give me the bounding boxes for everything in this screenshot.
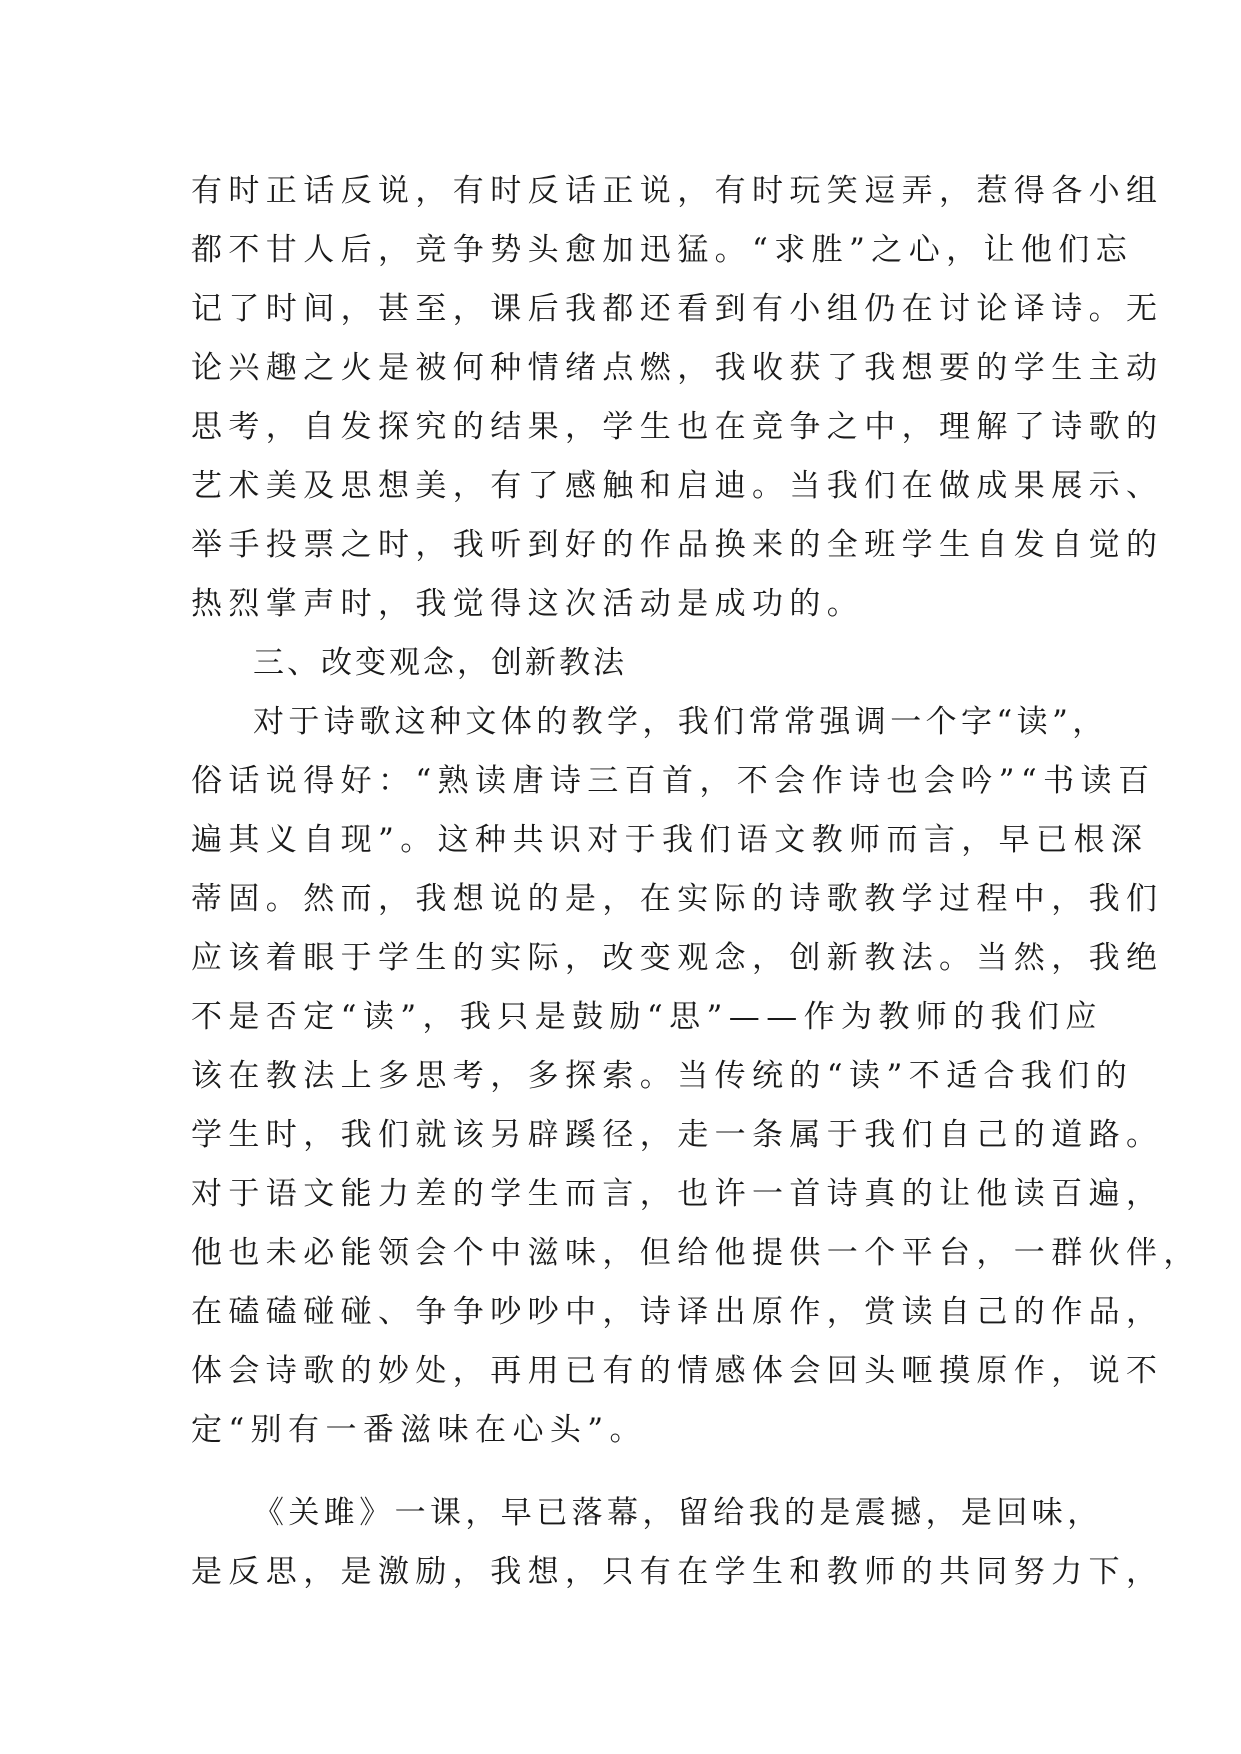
- text-line: 定“别有一番滋味在心头”。: [191, 1412, 647, 1448]
- text-line: 在磕磕碰碰、争争吵吵中，诗译出原作，赏读自己的作品，: [191, 1294, 1164, 1330]
- text-line: 艺术美及思想美，有了感触和启迪。当我们在做成果展示、: [191, 468, 1164, 504]
- paragraph-methods: [191, 693, 1201, 1460]
- paragraph-gap: [191, 1460, 1071, 1484]
- text-line: 体会诗歌的妙处，再用已有的情感体会回头咂摸原作，说不: [191, 1353, 1164, 1389]
- text-line: 有时正话反说，有时反话正说，有时玩笑逗弄，惹得各小组: [191, 173, 1164, 209]
- text-line: 俗话说得好：“熟读唐诗三百首，不会作诗也会吟”“书读百: [191, 763, 1156, 799]
- text-line: 举手投票之时，我听到好的作品换来的全班学生自发自觉的: [191, 527, 1164, 563]
- text-line: 应该着眼于学生的实际，改变观念，创新教法。当然，我绝: [191, 940, 1164, 976]
- text-line: 该在教法上多思考，多探索。当传统的“读”不适合我们的: [191, 1058, 1134, 1094]
- text-line: 他也未必能领会个中滋味，但给他提供一个平台，一群伙伴，: [191, 1235, 1201, 1271]
- text-line: 都不甘人后，竞争势头愈加迅猛。“求胜”之心，让他们忘: [191, 232, 1134, 268]
- paragraph-continuation: [191, 162, 1164, 634]
- section-heading: 三、改变观念，创新教法: [253, 645, 627, 681]
- text-line: 不是否定“读”，我只是鼓励“思”——作为教师的我们应: [191, 999, 1103, 1035]
- text-line: 是反思，是激励，我想，只有在学生和教师的共同努力下，: [191, 1554, 1164, 1590]
- text-line: 记了时间，甚至，课后我都还看到有小组仍在讨论译诗。无: [191, 291, 1164, 327]
- text-line: 《关雎》一课，早已落幕，留给我的是震撼，是回味，: [253, 1495, 1103, 1531]
- text-line: 学生时，我们就该另辟蹊径，走一条属于我们自己的道路。: [191, 1117, 1164, 1153]
- text-line: 对于语文能力差的学生而言，也许一首诗真的让他读百遍，: [191, 1176, 1164, 1212]
- text-line: 热烈掌声时，我觉得这次活动是成功的。: [191, 586, 865, 622]
- document-body: [191, 162, 1201, 1602]
- paragraph-conclusion: [191, 1484, 1164, 1602]
- text-line: 思考，自发探究的结果，学生也在竞争之中，理解了诗歌的: [191, 409, 1164, 445]
- text-line: 蒂固。然而，我想说的是，在实际的诗歌教学过程中，我们: [191, 881, 1164, 917]
- text-line: 论兴趣之火是被何种情绪点燃，我收获了我想要的学生主动: [191, 350, 1164, 386]
- text-line: 遍其义自现”。这种共识对于我们语文教师而言，早已根深: [191, 822, 1149, 858]
- text-line: 对于诗歌这种文体的教学，我们常常强调一个字“读”，: [253, 704, 1108, 740]
